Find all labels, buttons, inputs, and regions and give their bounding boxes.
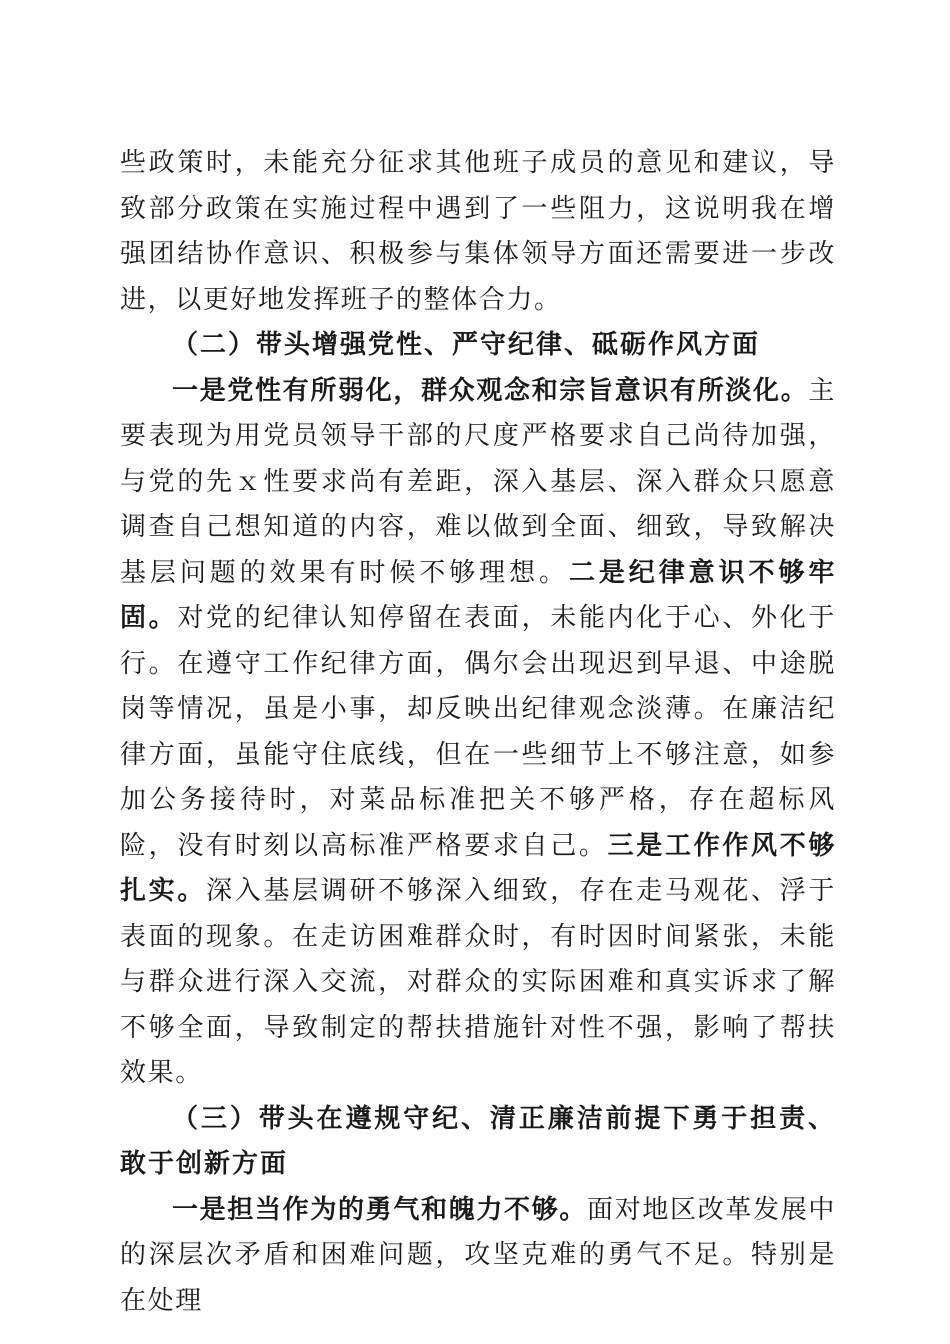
point-heading-2: 二是纪律意识不够牢固。 (120, 557, 836, 633)
section-heading-3: （三）带头在遵规守纪、清正廉洁前提下勇于担责、敢于创新方面 (120, 1103, 836, 1179)
point-text-2: 对党的纪律认知停留在表面，未能内化于心、外化于行。在遵守工作纪律方面，偶尔会出现迟到早退、中途脱岗等情况，虽是小事，却反映出纪律观念淡薄。在廉洁纪律方面，虽能守住底线，但在一些细节上不够注意，如参加公务接待时，对菜品标准把关不够严格，存在超标风险，没有时刻以高标准严格要求自己。 (120, 603, 836, 861)
paragraph-party-spirit (120, 369, 836, 1097)
point-heading-4: 一是担当作为的勇气和魄力不够。 (172, 1194, 588, 1225)
point-heading-1: 一是党性有所弱化，群众观念和宗旨意识有所淡化。 (172, 375, 809, 406)
paragraph-responsibility (120, 1188, 836, 1325)
document-body (120, 141, 836, 1324)
point-heading-3: 三是工作作风不够扎实。 (120, 830, 836, 906)
point-text-3: 深入基层调研不够深入细致，存在走马观花、浮于表面的现象。在走访困难群众时，有时因时间紧张，未能与群众进行深入交流，对群众的实际困难和真实诉求了解不够全面，导致制定的帮扶措施针对性不强，影响了帮扶效果。 (120, 876, 836, 1088)
point-text-1: 主要表现为用党员领导干部的尺度严格要求自己尚待加强，与党的先ｘ性要求尚有差距，深入基层、深入群众只愿意调查自己想知道的内容，难以做到全面、细致，导致解决基层问题的效果有时候不够理想。 (120, 375, 836, 588)
section-heading-2: （二）带头增强党性、严守纪律、砥砺作风方面 (172, 330, 761, 360)
paragraph-continuation: 些政策时，未能充分征求其他班子成员的意见和建议，导致部分政策在实施过程中遇到了一些阻力，这说明我在增强团结协作意识、积极参与集体领导方面还需要进一步改进，以更好地发挥班子的整体合力。 (120, 148, 836, 315)
point-text-4: 面对地区改革发展中的深层次矛盾和困难问题，攻坚克难的勇气不足。特别是在处理 (120, 1194, 836, 1316)
